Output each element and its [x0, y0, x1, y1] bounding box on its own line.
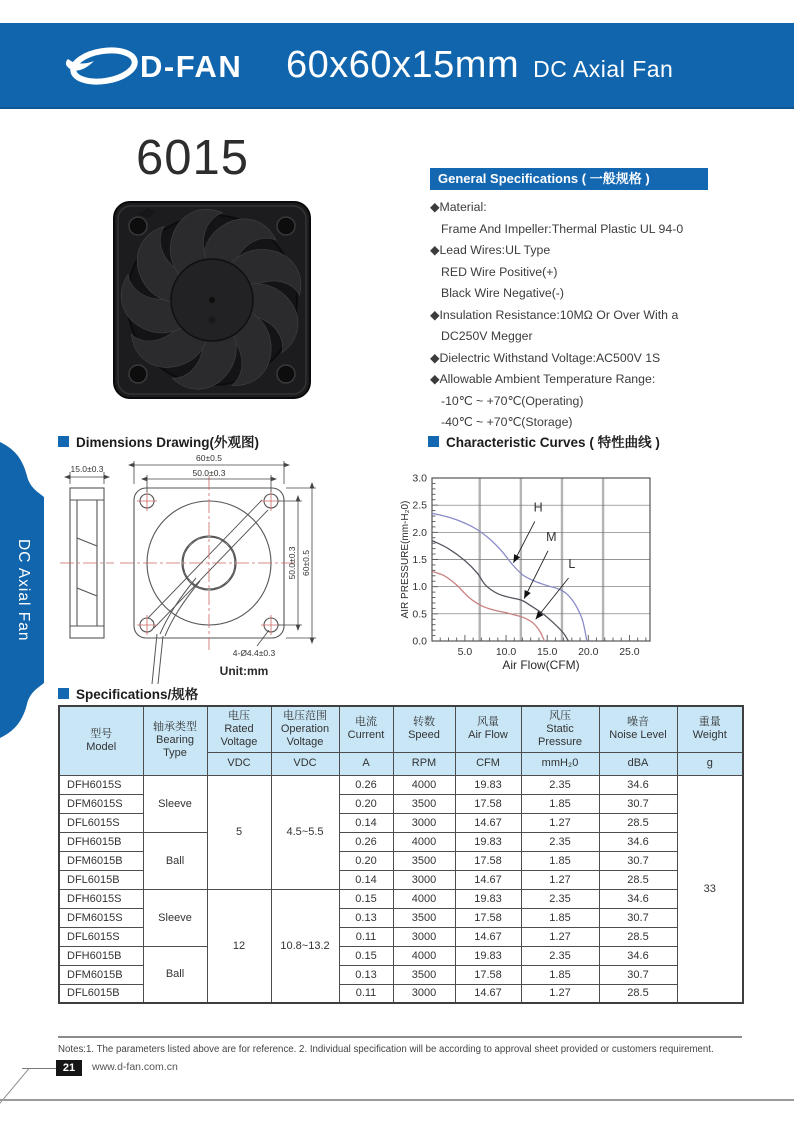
mount-hole — [129, 217, 147, 235]
svg-text:1.5: 1.5 — [412, 554, 427, 566]
dim-height-inner: 50.0±0.3 — [287, 546, 297, 580]
notes-text: Notes:1. The parameters listed above are for reference. 2. Individual specification will be according to approval sheet provided or customers requirement. — [58, 1044, 714, 1055]
col-static-pressure: 风压 Static Pressure — [521, 706, 599, 752]
website-text: www.d-fan.com.cn — [92, 1061, 178, 1073]
unit-vdc: VDC — [207, 752, 271, 775]
spec-line: RED Wire Positive(+) — [441, 264, 558, 279]
page-title-size: 60x60x15mm — [286, 43, 520, 86]
mount-hole — [277, 217, 295, 235]
page-number-badge: 21 — [56, 1060, 82, 1076]
mount-hole — [129, 365, 147, 383]
dimensions-drawing — [56, 450, 408, 690]
svg-text:2.0: 2.0 — [412, 526, 427, 539]
table-row: DFH6015B Ball 0.26 4000 19.83 2.35 34.6 — [59, 832, 743, 851]
dim-holes: 4-Ø4.4±0.3 — [232, 648, 276, 658]
unit-vdc: VDC — [271, 752, 339, 775]
dim-thickness: 15.0±0.3 — [70, 464, 104, 474]
section-square-icon — [428, 436, 439, 447]
svg-text:15.0: 15.0 — [536, 646, 558, 658]
model-number-heading: 6015 — [136, 131, 250, 185]
svg-text:3.0: 3.0 — [412, 472, 427, 485]
page-title-product: DC Axial Fan — [533, 55, 674, 82]
unit-label: Unit:mm — [219, 664, 269, 678]
notes-divider — [58, 1036, 742, 1038]
table-row: DFH6015B Ball 0.15 4000 19.83 2.35 34.6 — [59, 946, 743, 965]
spec-line: ◆Material: — [430, 200, 487, 214]
unit-g: g — [677, 752, 743, 775]
col-model: 型号 Model — [59, 706, 143, 775]
col-airflow: 风量 Air Flow — [455, 706, 521, 752]
table-row: DFL6015S 0.14 3000 14.67 1.27 28.5 — [59, 813, 743, 832]
spec-line: ◆Allowable Ambient Temperature Range: — [430, 372, 656, 386]
section-specs-title: Specifications/规格 — [58, 683, 198, 703]
svg-text:2.5: 2.5 — [412, 499, 427, 512]
lead-wires — [152, 578, 200, 684]
brand-name: D-FAN — [140, 49, 243, 84]
curve-label-L: L — [568, 557, 576, 572]
table-row: DFM6015S 0.13 3500 17.58 1.85 30.7 — [59, 908, 743, 927]
svg-text:10.0: 10.0 — [495, 646, 517, 658]
table-row: DFL6015B 0.14 3000 14.67 1.27 28.5 — [59, 870, 743, 889]
section-square-icon — [58, 436, 69, 447]
unit-mmh2o: mmH₂0 — [521, 752, 599, 775]
general-specifications — [430, 168, 708, 434]
curve-label-M: M — [546, 530, 557, 545]
mount-hole — [277, 365, 295, 383]
col-rated-voltage: 电压 Rated Voltage — [207, 706, 271, 752]
table-row: DFM6015S 0.20 3500 17.58 1.85 30.7 — [59, 794, 743, 813]
col-current: 电流 Current — [339, 706, 393, 752]
svg-text:0.0: 0.0 — [412, 635, 427, 648]
col-operation-voltage: 电压范围 Operation Voltage — [271, 706, 339, 752]
section-curves-title: Characteristic Curves ( 特性曲线 ) — [428, 431, 660, 451]
dim-width-outer: 60±0.5 — [196, 453, 222, 463]
spec-line: Frame And Impeller:Thermal Plastic UL 94-0 — [441, 221, 684, 236]
spec-line: ◆Dielectric Withstand Voltage:AC500V 1S — [430, 350, 661, 365]
characteristic-curves-chart — [398, 450, 750, 690]
table-row: DFM6015B 0.13 3500 17.58 1.85 30.7 — [59, 965, 743, 984]
spec-line: ◆Insulation Resistance:10MΩ Or Over With a — [430, 307, 679, 322]
table-row: DFH6015S Sleeve 5 4.5~5.5 0.26 4000 19.83 2.35 34.6 33 — [59, 775, 743, 794]
col-speed: 转数 Speed — [393, 706, 455, 752]
side-tab-dc-axial-fan — [0, 436, 46, 744]
svg-text:20.0: 20.0 — [578, 646, 599, 658]
specifications-table — [58, 705, 744, 1004]
table-row: DFL6015S 0.11 3000 14.67 1.27 28.5 — [59, 927, 743, 946]
curve-label-H: H — [533, 500, 543, 515]
col-bearing: 轴承类型 Bearing Type — [143, 706, 207, 775]
spec-line: -40℃ ~ +70℃(Storage) — [441, 415, 573, 429]
svg-text:Air Flow(CFM): Air Flow(CFM) — [502, 658, 580, 672]
svg-text:0.5: 0.5 — [412, 608, 427, 621]
general-specs-list — [430, 197, 708, 434]
fan-product-photo — [86, 194, 338, 406]
spec-line: -10℃ ~ +70℃(Operating) — [441, 393, 584, 408]
brand-logo — [64, 39, 260, 91]
unit-rpm: RPM — [393, 752, 455, 775]
table-row: DFH6015S Sleeve 12 10.8~13.2 0.15 4000 19.83 2.35 34.6 — [59, 889, 743, 908]
unit-cfm: CFM — [455, 752, 521, 775]
spec-line: ◆Lead Wires:UL Type — [430, 243, 551, 257]
header-titles — [286, 44, 673, 87]
dim-width-inner: 50.0±0.3 — [192, 468, 226, 478]
table-row: DFL6015B 0.11 3000 14.67 1.27 28.5 — [59, 984, 743, 1003]
brand-swoosh-icon — [64, 39, 260, 91]
general-specs-title: General Specifications ( 一般规格 ) — [430, 168, 708, 190]
col-noise: 噪音 Noise Level — [599, 706, 677, 752]
section-dimensions-title: Dimensions Drawing(外观图) — [58, 431, 259, 451]
unit-dba: dBA — [599, 752, 677, 775]
svg-text:AIR PRESSURE(mm-H₂0): AIR PRESSURE(mm-H₂0) — [400, 500, 411, 619]
spec-line: Black Wire Negative(-) — [441, 286, 564, 300]
side-tab-label: DC Axial Fan — [15, 538, 32, 642]
col-weight: 重量 Weight — [677, 706, 743, 752]
unit-a: A — [339, 752, 393, 775]
svg-text:1.0: 1.0 — [412, 581, 427, 594]
header-bar — [0, 23, 794, 109]
dim-height-outer: 60±0.5 — [301, 550, 311, 576]
svg-text:5.0: 5.0 — [457, 646, 473, 658]
svg-text:25.0: 25.0 — [619, 646, 640, 658]
spec-line: DC250V Megger — [441, 329, 533, 343]
table-row: DFM6015B 0.20 3500 17.58 1.85 30.7 — [59, 851, 743, 870]
bottom-divider — [0, 1099, 794, 1101]
